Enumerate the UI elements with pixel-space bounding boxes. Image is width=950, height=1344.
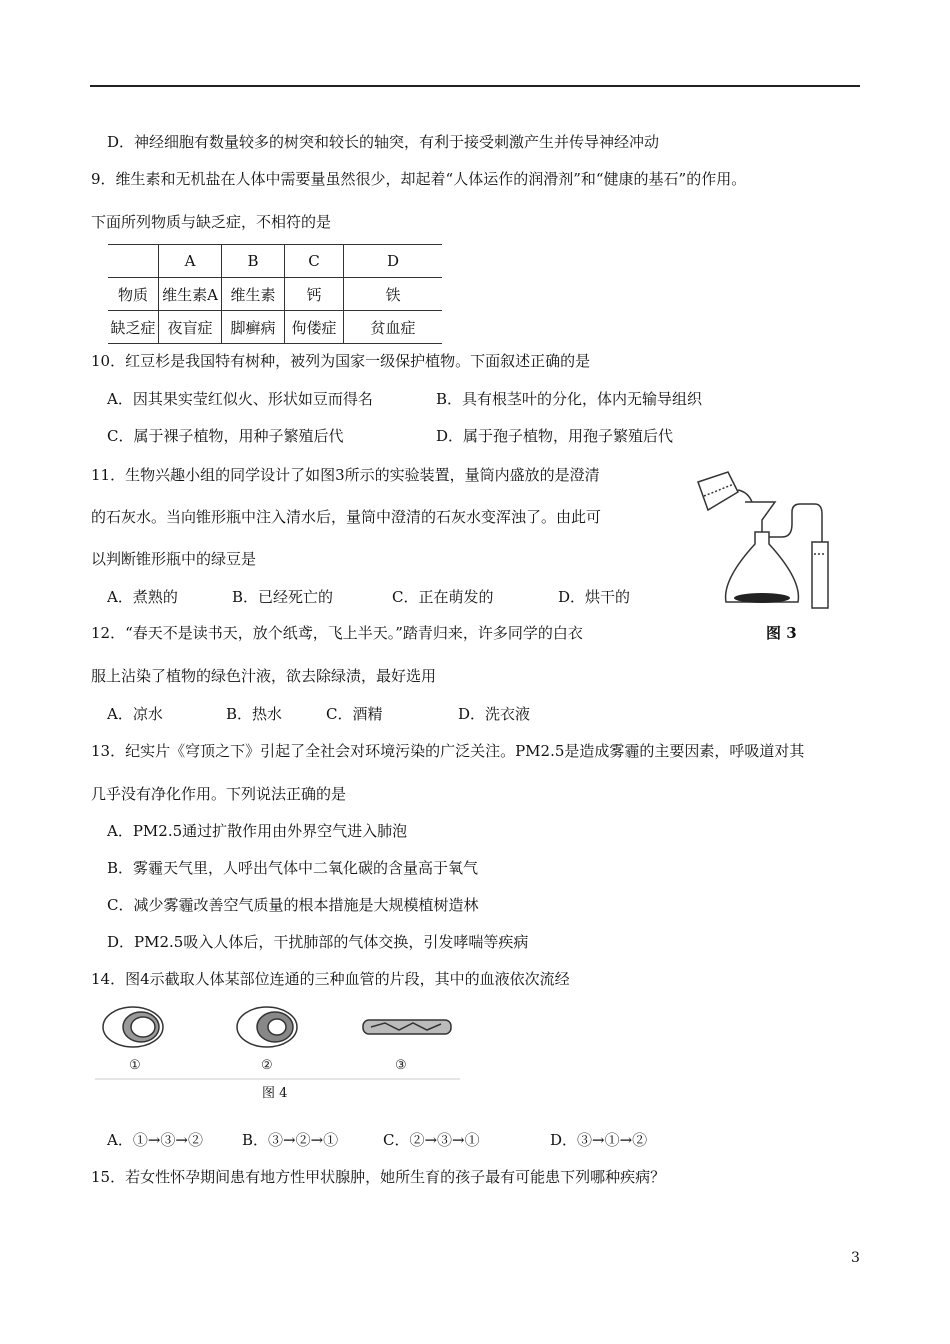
q11-option-c: C．正在萌发的 (392, 588, 494, 606)
q13-option-c: C．减少雾霾改善空气质量的根本措施是大规模植树造林 (107, 896, 479, 914)
q11-stem-2: 的石灰水。当向锥形瓶中注入清水后，量筒中澄清的石灰水变浑浊了。由此可 (91, 508, 602, 526)
q15-stem: 15．若女性怀孕期间患有地方性甲状腺肿，她所生育的孩子最有可能患下列哪种疾病？ (91, 1168, 666, 1186)
q10-option-b: B．具有根茎叶的分化，体内无输导组织 (436, 390, 703, 408)
q10-option-a: A．因其果实莹红似火、形状如豆而得名 (107, 390, 373, 408)
table-cell (108, 245, 159, 278)
table-cell: 维生素A (159, 278, 222, 311)
table-cell: 贫血症 (344, 311, 443, 344)
flask-apparatus-figure (690, 462, 840, 612)
header-rule (90, 85, 860, 87)
q14-option-d: D．③→①→② (550, 1131, 648, 1149)
fig3-caption: 图 3 (766, 624, 797, 642)
q14-option-a: A．①→③→② (107, 1131, 203, 1149)
q13-option-a: A．PM2.5通过扩散作用由外界空气进入肺泡 (107, 822, 408, 840)
q11-option-a: A．煮熟的 (107, 588, 178, 606)
table-cell: C (285, 245, 344, 278)
q8-option-d: D．神经细胞有数量较多的树突和较长的轴突，有利于接受刺激产生并传导神经冲动 (107, 133, 660, 151)
q12-stem-2: 服上沾染了植物的绿色汁液，欲去除绿渍，最好选用 (91, 667, 437, 685)
table-cell: 铁 (344, 278, 443, 311)
page-number: 3 (851, 1250, 860, 1266)
table-cell: 钙 (285, 278, 344, 311)
blood-vessels-figure (95, 1003, 460, 1081)
q11-option-d: D．烘干的 (558, 588, 631, 606)
q12-option-c: C．酒精 (326, 705, 383, 723)
q12-option-b: B．热水 (226, 705, 283, 723)
vitamin-table (108, 244, 442, 344)
table-cell: B (222, 245, 285, 278)
q13-stem-1: 13．纪实片《穹顶之下》引起了全社会对环境污染的广泛关注。PM2.5是造成雾霾的主要因素，呼吸道对其 (91, 742, 805, 760)
fig4-label-3: ③ (395, 1058, 407, 1073)
table-cell: D (344, 245, 443, 278)
table-row (108, 278, 442, 311)
table-cell: 佝偻症 (285, 311, 344, 344)
table-cell: 脚癣病 (222, 311, 285, 344)
q13-option-b: B．雾霾天气里，人呼出气体中二氧化碳的含量高于氧气 (107, 859, 479, 877)
q10-stem: 10．红豆杉是我国特有树种，被列为国家一级保护植物。下面叙述正确的是 (91, 352, 591, 370)
table-row (108, 311, 442, 344)
fig4-caption: 图 4 (262, 1086, 288, 1101)
fig4-label-2: ② (261, 1058, 273, 1073)
q12-option-a: A．凉水 (107, 705, 163, 723)
table-header-row (108, 245, 442, 278)
table-cell: 维生素 (222, 278, 285, 311)
q14-option-b: B．③→②→① (242, 1131, 339, 1149)
table-cell: 夜盲症 (159, 311, 222, 344)
q9-stem-1: 9．维生素和无机盐在人体中需要量虽然很少，却起着“人体运作的润滑剂”和“健康的基石”的作用。 (91, 170, 747, 188)
table-cell: 物质 (108, 278, 159, 311)
q14-option-c: C．②→③→① (383, 1131, 480, 1149)
q10-option-c: C．属于裸子植物，用种子繁殖后代 (107, 427, 344, 445)
q11-option-b: B．已经死亡的 (232, 588, 334, 606)
q13-stem-2: 几乎没有净化作用。下列说法正确的是 (91, 785, 347, 803)
q13-option-d: D．PM2.5吸入人体后，干扰肺部的气体交换，引发哮喘等疾病 (107, 933, 529, 951)
q9-stem-2: 下面所列物质与缺乏症，不相符的是 (91, 213, 332, 231)
q10-option-d: D．属于孢子植物，用孢子繁殖后代 (436, 427, 674, 445)
q11-stem-3: 以判断锥形瓶中的绿豆是 (91, 550, 257, 568)
table-cell: A (159, 245, 222, 278)
fig4-label-1: ① (129, 1058, 141, 1073)
q11-stem-1: 11．生物兴趣小组的同学设计了如图3所示的实验装置，量筒内盛放的是澄清 (91, 466, 600, 484)
q14-stem: 14．图4示截取人体某部位连通的三种血管的片段，其中的血液依次流经 (91, 970, 570, 988)
q12-option-d: D．洗衣液 (458, 705, 531, 723)
table-cell: 缺乏症 (108, 311, 159, 344)
q12-stem-1: 12．“春天不是读书天，放个纸鸢，飞上半天。”踏青归来，许多同学的白衣 (91, 624, 583, 642)
